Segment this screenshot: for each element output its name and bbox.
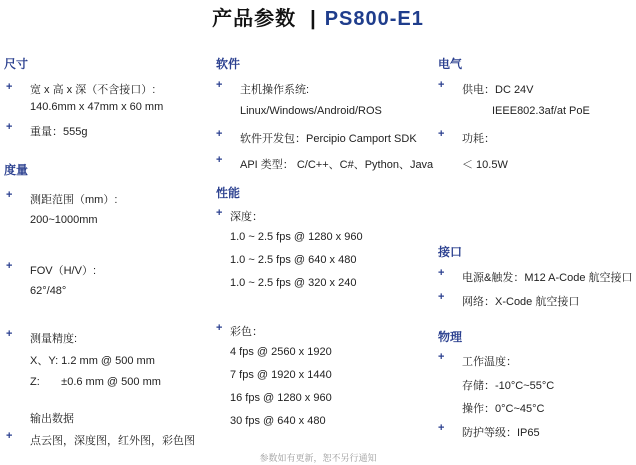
consumption-label: 功耗： <box>462 133 495 145</box>
bullet: + <box>216 154 223 166</box>
page-title <box>0 2 636 31</box>
fov-label: FOV（H/V）: <box>30 265 97 277</box>
operation-temp: 操作：0°C~45°C <box>462 403 545 415</box>
poe-value: IEEE802.3af/at PoE <box>492 105 590 117</box>
section-size-heading: 尺寸 <box>4 57 29 71</box>
sdk-value: 软件开发包：Percipio Camport SDK <box>240 133 417 145</box>
output-label: 输出数据 <box>30 413 74 425</box>
section-physical-heading: 物理 <box>438 330 463 344</box>
bullet: + <box>438 267 445 279</box>
bullet: + <box>438 128 445 140</box>
depth-row: 1.0 ~ 2.5 fps @ 320 x 240 <box>230 277 357 289</box>
storage-temp: 存储：-10°C~55°C <box>462 380 555 392</box>
accuracy-label: 测量精度: <box>30 333 78 345</box>
bullet: + <box>6 121 13 133</box>
color-row: 7 fps @ 1920 x 1440 <box>230 369 332 381</box>
network-value: 网络：X-Code 航空接口 <box>462 296 580 308</box>
os-value: Linux/Windows/Android/ROS <box>240 105 382 117</box>
section-software-heading: 软件 <box>216 57 241 71</box>
color-label: 彩色： <box>230 326 263 338</box>
bullet: + <box>216 322 223 334</box>
power-supply: 供电：DC 24V <box>462 84 534 96</box>
bullet: + <box>6 430 13 442</box>
size-value: 140.6mm x 47mm x 60 mm <box>30 101 164 113</box>
depth-label: 深度： <box>230 211 263 223</box>
accuracy-z: Z: ±0.6 mm @ 500 mm <box>30 376 161 388</box>
output-value: 点云图，深度图，红外图，彩色图 <box>30 435 195 447</box>
accuracy-xy: X、Y: 1.2 mm @ 500 mm <box>30 355 155 367</box>
bullet: + <box>438 291 445 303</box>
api-value: API 类型： C/C++、C#、Python、Java <box>240 159 434 171</box>
size-label: 宽 x 高 x 深（不含接口）: <box>30 84 156 96</box>
footer-note: 参数如有更新，恕不另行通知 <box>259 453 377 463</box>
bullet: + <box>6 260 13 272</box>
consumption-value: ＜ 10.5W <box>462 159 508 171</box>
os-label: 主机操作系统: <box>240 84 310 96</box>
section-performance-heading: 性能 <box>216 186 241 200</box>
bullet: + <box>438 79 445 91</box>
title-text: 产品参数 <box>212 8 297 30</box>
bullet: + <box>6 81 13 93</box>
depth-row: 1.0 ~ 2.5 fps @ 640 x 480 <box>230 254 357 266</box>
color-row: 16 fps @ 1280 x 960 <box>230 392 332 404</box>
power-trigger-value: 电源&触发：M12 A-Code 航空接口 <box>462 272 633 284</box>
bullet: + <box>438 422 445 434</box>
bullet: + <box>438 351 445 363</box>
section-electrical-heading: 电气 <box>438 57 463 71</box>
range-value: 200~1000mm <box>30 214 98 226</box>
color-row: 30 fps @ 640 x 480 <box>230 415 326 427</box>
bullet: + <box>6 189 13 201</box>
depth-row: 1.0 ~ 2.5 fps @ 1280 x 960 <box>230 231 363 243</box>
section-measure-heading: 度量 <box>4 163 29 177</box>
bullet: + <box>216 207 223 219</box>
section-interface-heading: 接口 <box>438 245 463 259</box>
protection-value: 防护等级：IP65 <box>462 427 540 439</box>
bullet: + <box>6 328 13 340</box>
bullet: + <box>216 79 223 91</box>
temp-label: 工作温度： <box>462 356 517 368</box>
color-row: 4 fps @ 2560 x 1920 <box>230 346 332 358</box>
fov-value: 62°/48° <box>30 285 67 297</box>
weight-value: 重量：555g <box>30 126 88 138</box>
bullet: + <box>216 128 223 140</box>
range-label: 测距范围（mm）: <box>30 194 118 206</box>
title-separator: | <box>310 8 317 30</box>
model-name: PS800-E1 <box>324 8 424 30</box>
